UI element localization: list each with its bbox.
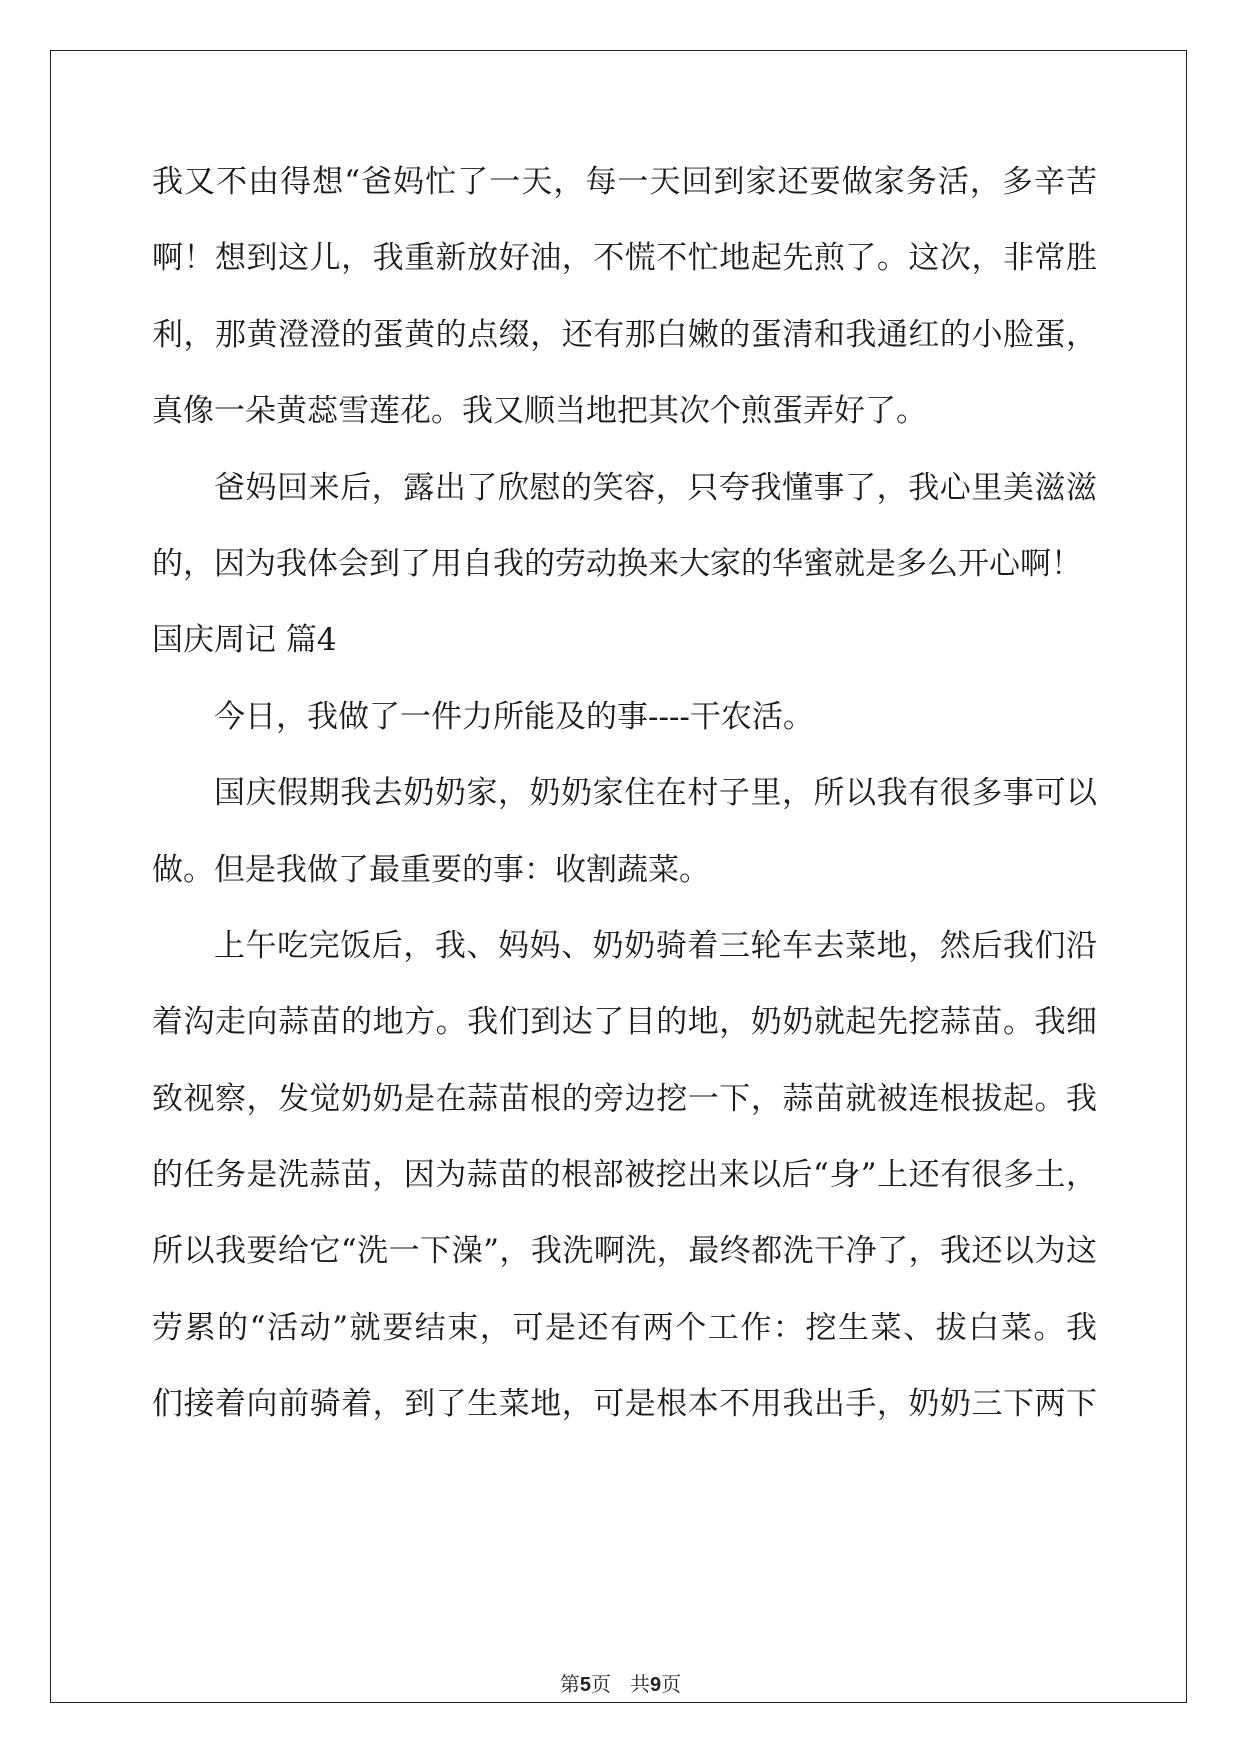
footer-total-prefix: 共 — [630, 1672, 651, 1696]
text-line: 啊！想到这儿，我重新放好油，不慌不忙地起先煎了。这次，非常胜 — [152, 240, 1097, 277]
total-pages: 9 — [650, 1674, 662, 1696]
text-line: 爸妈回来后，露出了欣慰的笑容，只夸我懂事了，我心里美滋滋 — [214, 469, 1097, 506]
text-line: 的任务是洗蒜苗，因为蒜苗的根部被挖出来以后“身”上还有很多土， — [152, 1157, 1097, 1194]
text-line: 今日，我做了一件力所能及的事----干农活。 — [214, 698, 814, 735]
page-footer — [0, 1668, 1241, 1697]
footer-suffix: 页 — [661, 1672, 682, 1696]
text-line: 们接着向前骑着，到了生菜地，可是根本不用我出手，奶奶三下两下 — [152, 1386, 1097, 1423]
text-line: 国庆假期我去奶奶家，奶奶家住在村子里，所以我有很多事可以 — [214, 775, 1097, 812]
text-line: 的，因为我体会到了用自我的劳动换来大家的华蜜就是多么开心啊！ — [152, 545, 1082, 582]
text-line: 上午吃完饭后，我、妈妈、奶奶骑着三轮车去菜地，然后我们沿 — [214, 927, 1097, 964]
text-line: 利，那黄澄澄的蛋黄的点缀，还有那白嫩的蛋清和我通红的小脸蛋， — [152, 316, 1097, 353]
text-line: 我又不由得想“爸妈忙了一天，每一天回到家还要做家务活，多辛苦 — [152, 164, 1097, 200]
text-line: 做。但是我做了最重要的事：收割蔬菜。 — [152, 851, 710, 888]
page-number: 5 — [579, 1674, 591, 1696]
document-body — [152, 162, 1097, 1461]
text-line: 致视察，发觉奶奶是在蒜苗根的旁边挖一下，蒜苗就被连根拔起。我 — [152, 1080, 1097, 1117]
section-heading: 国庆周记 篇4 — [152, 622, 337, 659]
footer-page-unit: 页 — [590, 1672, 611, 1696]
text-line: 真像一朵黄蕊雪莲花。我又顺当地把其次个煎蛋弄好了。 — [152, 393, 927, 430]
text-line: 所以我要给它“洗一下澡”，我洗啊洗，最终都洗干净了，我还以为这 — [152, 1233, 1097, 1270]
text-line: 劳累的“活动”就要结束，可是还有两个工作：挖生菜、拔白菜。我 — [152, 1309, 1097, 1346]
footer-prefix: 第 — [559, 1672, 580, 1696]
text-line: 着沟走向蒜苗的地方。我们到达了目的地，奶奶就起先挖蒜苗。我细 — [152, 1004, 1097, 1041]
